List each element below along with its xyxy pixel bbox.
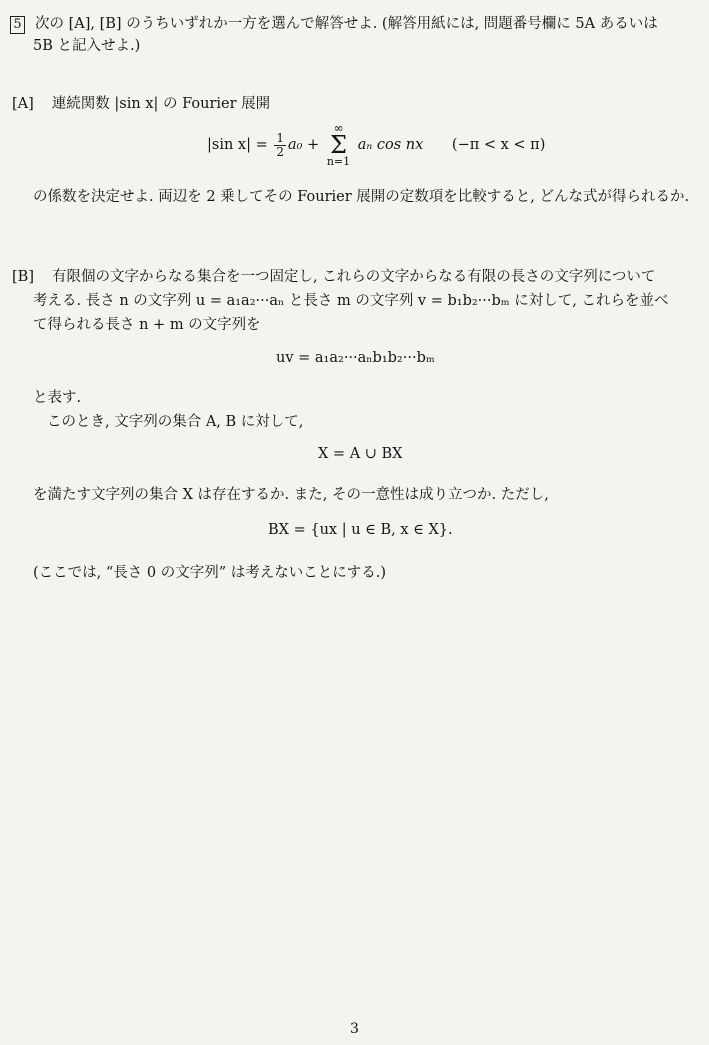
part-b-line5: このとき, 文字列の集合 A, B に対して, xyxy=(47,414,304,430)
part-b-note: (ここでは, “長さ 0 の文字列” は考えないことにする.) xyxy=(33,565,387,581)
part-b-line4: と表す. xyxy=(33,390,82,406)
part-a-heading: [A] 連続関数 |sin x| の Fourier 展開 xyxy=(12,96,271,112)
problem-number-box: 5 xyxy=(10,16,25,34)
part-b-label: [B] xyxy=(12,269,34,285)
part-a-question: の係数を決定せよ. 両辺を 2 乗してその Fourier 展開の定数項を比較すると, どんな式が得られるか. xyxy=(33,189,690,205)
fraction-one-half: $\frac{1}{2}$ xyxy=(276,130,284,159)
concat-equation: uv = a₁a₂···aₙb₁b₂···bₘ xyxy=(276,350,435,366)
part-b-line1: [B] 有限個の文字からなる集合を一つ固定し, これらの文字からなる有限の長さの文字列について xyxy=(12,269,656,285)
page-number: 3 xyxy=(350,1021,359,1037)
problem-intro-line1: 5 次の [A], [B] のうちいずれか一方を選んで解答せよ. (解答用紙には, 問題番号欄に 5A あるいは xyxy=(10,15,658,34)
fourier-equation: |sin x| = $\frac{1}{2}$ a₀ + ∞ Σ n=1 aₙ cos nx (−π < x < π) xyxy=(207,121,546,168)
part-b-line2: 考える. 長さ n の文字列 u = a₁a₂···aₙ と長さ m の文字列 v = b₁b₂···bₘ に対して, これらを並べ xyxy=(33,293,669,309)
set-equation: X = A ∪ BX xyxy=(318,446,403,462)
part-a-label: [A] xyxy=(12,96,34,112)
problem-intro-line2: 5B と記入せよ.) xyxy=(33,38,141,54)
summation-symbol: ∞ Σ n=1 xyxy=(326,121,351,168)
abs-sinx: |sin x| xyxy=(114,96,159,112)
bx-definition: BX = {ux | u ∈ B, x ∈ X}. xyxy=(268,522,453,538)
part-b-line6: を満たす文字列の集合 X は存在するか. また, その一意性は成り立つか. ただし, xyxy=(33,487,549,503)
part-b-line3: て得られる長さ n + m の文字列を xyxy=(33,317,261,333)
